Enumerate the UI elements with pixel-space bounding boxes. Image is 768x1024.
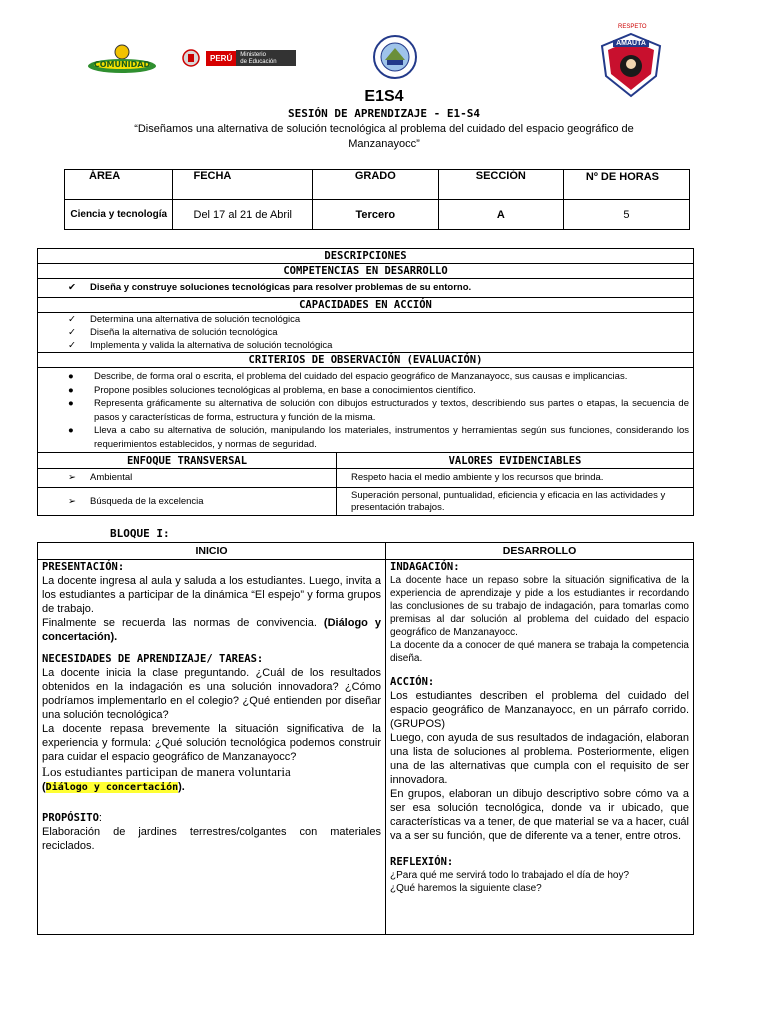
enfoque-title: ENFOQUE TRANSVERSAL [38,453,337,469]
enfoque-name: Ambiental [90,472,133,483]
cell-seccion: A [438,200,563,230]
minedu-text-1: Ministerio [240,52,266,58]
criterio-item [42,397,689,424]
minedu-text-2: de Educación [240,59,277,65]
descriptions-table [37,248,694,516]
capacidad-item [42,313,689,326]
header-fecha: FECHA [173,170,313,200]
session-theme-line2: Manzanayocc” [348,138,420,150]
indagacion-title: INDAGACIÓN: [390,561,460,573]
valores-title: VALORES EVIDENCIABLES [337,453,694,469]
necesidades-text2: La docente repasa brevemente la situación significativa de la experiencia y formula: ¿Qué solución tecnológica podemos construir para cuidar el espacio geográfico de Manzanayocc? [42,723,381,763]
cell-grado: Tercero [312,200,438,230]
arrow-bullet-icon: ➢ [68,472,76,483]
accion-title: ACCIÓN: [390,676,435,688]
school-logo-text: COMUNIDAD [93,60,151,69]
cell-area: Ciencia y tecnología [65,200,173,230]
cell-fecha: Del 17 al 21 de Abril [173,200,313,230]
institution-seal [372,34,418,80]
enfoque-item [42,472,332,484]
criterios-title: CRITERIOS DE OBSERVACIÓN (EVALUACIÓN) [38,353,694,368]
capacidad-item [42,339,689,352]
bullet-icon: ● [68,371,74,382]
competencia-item [42,282,689,294]
school-logo-left [86,42,158,76]
enfoque-item [42,496,332,508]
necesidades-title: NECESIDADES DE APRENDIZAJE/ TAREAS: [42,653,264,665]
session-info-table [64,169,690,230]
criterio-item [42,384,689,398]
presentacion-text: La docente ingresa al aula y saluda a los estudiantes. Luego, invita a los estudiantes a participar de la dinámica “El espejo” y forma grupos de trabajo. [42,575,381,615]
bloque-label: BLOQUE I: [110,527,170,540]
capacidades-title: CAPACIDADES EN ACCIÓN [38,298,694,313]
header-grado: GRADO [312,170,438,200]
enfoque-name: Búsqueda de la excelencia [90,495,204,507]
competencias-title: COMPETENCIAS EN DESARROLLO [38,264,694,279]
reflexion-title: REFLEXIÓN: [390,856,454,868]
amauta-top-text: RESPETO [618,24,647,30]
reflexion-question-1: ¿Para qué me servirá todo lo trabajado el día de hoy? [390,870,630,881]
header-horas: Nº DE HORAS [563,170,689,200]
capacidad-item [42,326,689,339]
criterio-item [42,424,689,451]
capacidad-text: Determina una alternativa de solución tecnológica [90,314,301,325]
presentacion-title: PRESENTACIÓN: [42,561,125,573]
session-theme-line1: “Diseñamos una alternativa de solución tecnológica al problema del cuidado del espacio geográfico de [134,123,634,135]
criterio-text: Describe, de forma oral o escrita, el problema del cuidado del espacio geográfico de Manzanayocc, sus causas e implicancias. [94,371,628,382]
valor-text: Superación personal, puntualidad, eficiencia y eficacia en las actividades y presentación trabajos. [337,488,694,516]
desarrollo-cell [386,560,694,935]
accion-text2: Luego, con ayuda de sus resultados de indagación, elaboran una lista de soluciones al problema. Posteriormente, eligen una de las alternativas que cumpla con el requisito de ser innovadora. [390,732,689,786]
bloque-table [37,542,694,935]
inicio-title: INICIO [38,543,386,560]
criterio-text: Lleva a cabo su alternativa de solución, manipulando los materiales, instrumentos y herramientas según sus funciones, considerando los requerimientos establecidos, y normas de seguridad. [94,425,689,450]
dialogo-label-1: (Diálogo y concertación). [42,617,382,643]
session-code: E1S4 [364,88,404,105]
proposito-title: PROPÓSITO [42,812,99,824]
criterio-text: Propone posibles soluciones tecnológicas al problema, en base a conocimientos científico. [94,384,476,396]
header-area: ÁREA [65,170,173,200]
minedu-logo [178,48,328,68]
inicio-cell: PRESENTACIÓN: La docente ingresa al aula y saluda a los estudiantes. Luego, invita a los estudiantes a participar de la dinámica “El espejo” y forma grupos de trabajo. Finalmente se recuerda las normas de convivencia. (Diálogo y concertación). NECESIDADES DE APRENDIZAJE/ TAREAS: La docente inicia la clase preguntando. ¿Cuál de los resultados obtenidos en la indagación es una solución innovadora? ¿Cómo podríamos implementarlo en el colegio? ¿Qué entienden por diseñar una solución tecnológica? La docente repasa brevemente la situación significativa de la experiencia y formula: ¿Qué solución tecnológica podemos construir para cuidar el espacio geográfico de Manzanayocc? Los estudiantes participan de manera voluntaria (Diálogo y concertación). PROPÓSITO: Elaboración de jardines terrestres/colgantes con materiales reciclados. [38,560,386,935]
valor-text: Respeto hacia el medio ambiente y los recursos que brinda. [337,469,694,488]
necesidades-text1: La docente inicia la clase preguntando. ¿Cuál de los resultados obtenidos en la indagación es una solución innovadora? ¿Cómo podríamos implementarlo en el colegio? ¿Qué entienden por diseñar una solución tecnológica? [42,667,381,721]
capacidad-text: Diseña la alternativa de solución tecnológica [90,327,278,338]
accion-text1: Los estudiantes describen el problema del cuidado del espacio geográfico de Manzanayocc, en un párrafo corrido. (GRUPOS) [390,690,689,730]
dialogo-label-2: Diálogo y concertación [45,782,179,793]
arrow-bullet-icon: ➢ [68,495,76,507]
bullet-icon: ● [68,425,74,436]
descriptions-title: DESCRIPCIONES [38,249,694,264]
criterio-text: Representa gráficamente su alternativa de solución con dibujos estructurados y textos, describiendo sus partes o etapas, la secuencia de pasos y características de forma, estructura y función de la misma. [94,398,689,423]
participan-text: Los estudiantes participan de manera voluntaria [42,764,291,779]
peru-flag-label: PERÚ [206,51,236,66]
bullet-icon: ● [68,398,74,409]
reflexion-question-2: ¿Qué haremos la siguiente clase? [390,883,542,894]
bullet-icon: ● [68,384,74,396]
proposito-text: Elaboración de jardines terrestres/colgantes con materiales reciclados. [42,826,381,852]
presentacion-text2: Finalmente se recuerda las normas de convivencia. [42,617,317,629]
cell-horas: 5 [563,200,689,230]
check-icon: ✔ [68,282,76,293]
check-icon: ✓ [68,340,76,351]
session-title: SESIÓN DE APRENDIZAJE - E1-S4 [287,107,481,120]
criterio-item [42,370,689,384]
indagacion-text: La docente hace un repaso sobre la situación significativa de la experiencia de aprendizaje y pide a los estudiantes ir recordando las conclusiones de su trabajo de indagación, para tomarlas como premisas al dar solución al problema del cuidado del espacio geográfico de Manzanayocc. [390,575,689,638]
capacidad-text: Implementa y valida la alternativa de solución tecnológica [90,340,333,351]
check-icon: ✓ [68,327,76,338]
indagacion-text2: La docente da a conocer de qué manera se trabaja la competencia diseña. [390,640,689,664]
amauta-name: AMAUTA [613,40,649,47]
desarrollo-title: DESARROLLO [386,543,694,560]
competencia-text: Diseña y construye soluciones tecnológicas para resolver problemas de su entorno. [90,282,472,293]
check-icon: ✓ [68,314,76,325]
header-seccion: SECCIÓN [438,170,563,200]
accion-text3: En grupos, elaboran un dibujo descriptivo sobre cómo va a ser esa solución tecnológica, donde va ir ubicado, que características va a tener, de que material se va a hacer, cuál va a ser su función, que de diferente va a tener, entre otros. [390,788,689,842]
